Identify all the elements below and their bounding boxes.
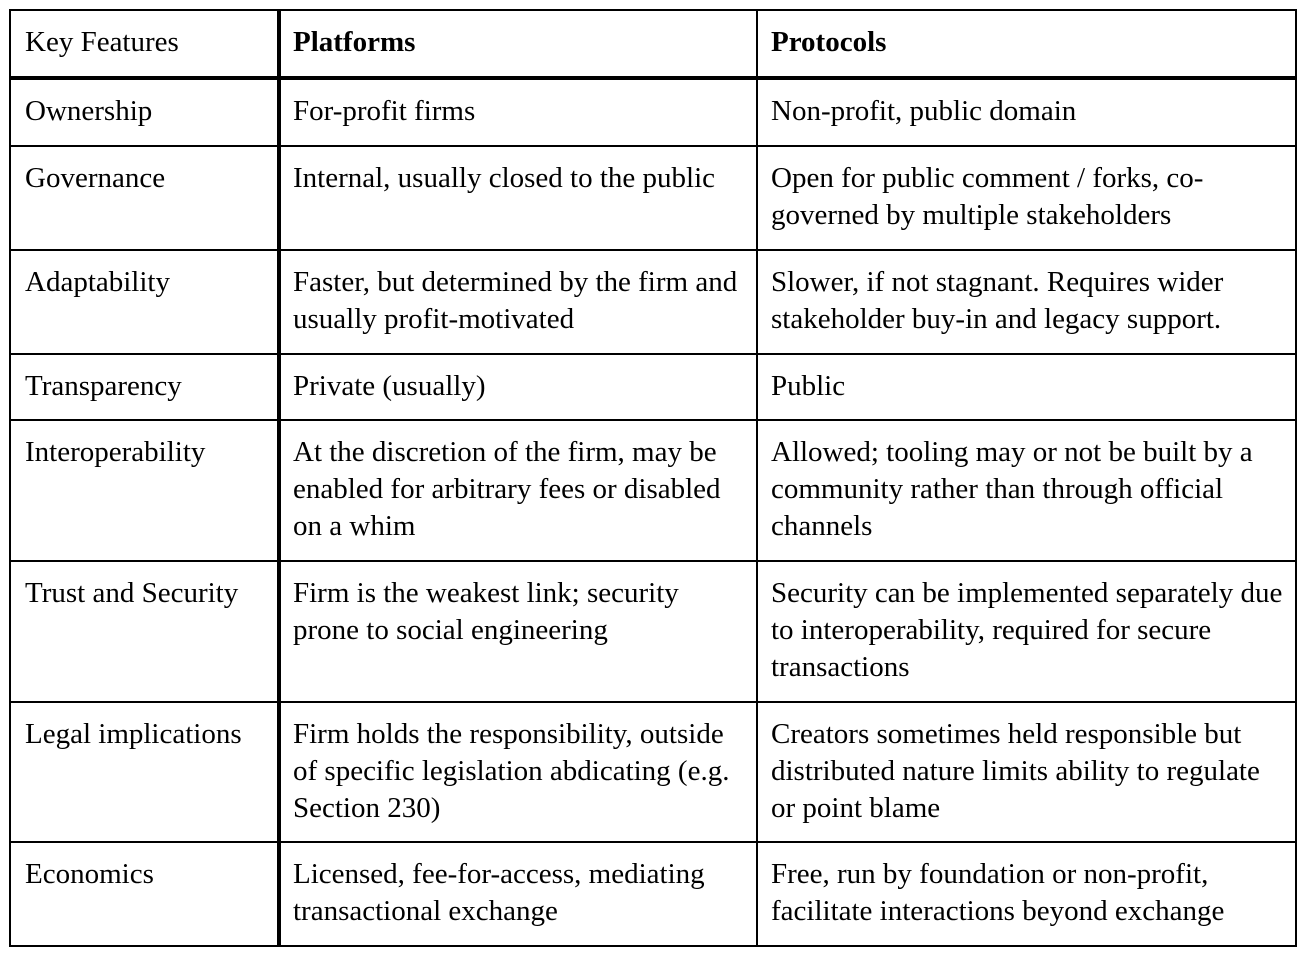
header-platforms: Platforms xyxy=(279,10,757,78)
protocols-cell: Public xyxy=(757,354,1296,420)
platforms-cell: At the discretion of the firm, may be enabled for arbitrary fees or disabled on a whim xyxy=(279,420,757,561)
protocols-cell: Non-profit, public domain xyxy=(757,78,1296,146)
table-row xyxy=(10,702,1296,842)
feature-cell: Adaptability xyxy=(10,250,279,354)
protocols-cell: Free, run by foundation or non-profit, facilitate interactions beyond exchange xyxy=(757,842,1296,946)
platforms-cell: Firm is the weakest link; security prone to social engineering xyxy=(279,561,757,702)
platforms-cell: Private (usually) xyxy=(279,354,757,420)
protocols-cell: Slower, if not stagnant. Requires wider stakeholder buy-in and legacy support. xyxy=(757,250,1296,354)
table-row xyxy=(10,146,1296,250)
table-row xyxy=(10,842,1296,946)
feature-cell: Ownership xyxy=(10,78,279,146)
platforms-cell: For-profit firms xyxy=(279,78,757,146)
feature-cell: Trust and Security xyxy=(10,561,279,702)
header-protocols: Protocols xyxy=(757,10,1296,78)
platforms-cell: Licensed, fee-for-access, mediating transactional exchange xyxy=(279,842,757,946)
protocols-cell: Creators sometimes held responsible but distributed nature limits ability to regulate or point blame xyxy=(757,702,1296,842)
protocols-cell: Allowed; tooling may or not be built by a community rather than through official channels xyxy=(757,420,1296,561)
feature-cell: Legal implications xyxy=(10,702,279,842)
table-row xyxy=(10,420,1296,561)
comparison-table xyxy=(9,9,1297,947)
platforms-cell: Firm holds the responsibility, outside of specific legislation abdicating (e.g. Section 230) xyxy=(279,702,757,842)
feature-cell: Interoperability xyxy=(10,420,279,561)
table-row xyxy=(10,250,1296,354)
header-key-features: Key Features xyxy=(10,10,279,78)
platforms-cell: Internal, usually closed to the public xyxy=(279,146,757,250)
feature-cell: Governance xyxy=(10,146,279,250)
table-row xyxy=(10,354,1296,420)
table-header-row xyxy=(10,10,1296,78)
feature-cell: Transparency xyxy=(10,354,279,420)
platforms-cell: Faster, but determined by the firm and usually profit-motivated xyxy=(279,250,757,354)
protocols-cell: Security can be implemented separately due to interoperability, required for secure transactions xyxy=(757,561,1296,702)
table-row xyxy=(10,78,1296,146)
feature-cell: Economics xyxy=(10,842,279,946)
table-row xyxy=(10,561,1296,702)
protocols-cell: Open for public comment / forks, co-governed by multiple stakeholders xyxy=(757,146,1296,250)
